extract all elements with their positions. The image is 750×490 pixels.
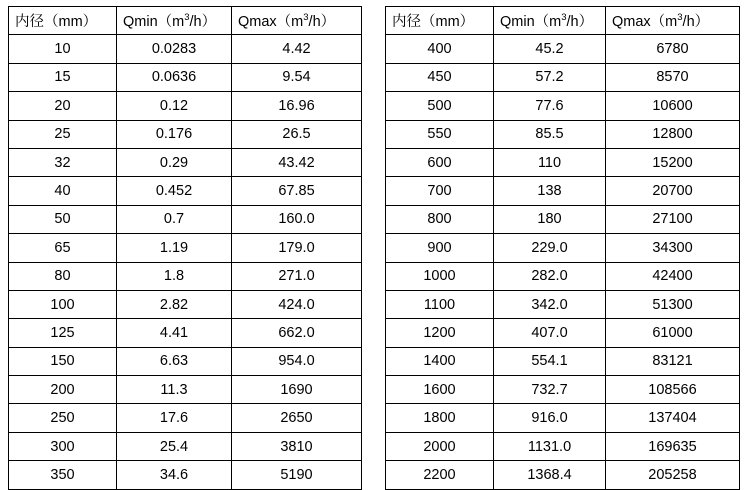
cell-qmax: 9.54 — [232, 63, 362, 91]
table-header-right — [386, 7, 740, 35]
column-header-qmin: $Qmin(m^3/h)$ — [494, 7, 606, 35]
cell-qmax: 43.42 — [232, 148, 362, 176]
table-row — [9, 347, 362, 375]
cell-qmax: 205258 — [606, 461, 740, 489]
cell-inner-diameter: 10 — [9, 35, 117, 63]
cell-qmax: 137404 — [606, 404, 740, 432]
cell-qmin: 17.6 — [117, 404, 232, 432]
cell-qmin: 138 — [494, 177, 606, 205]
table-row — [386, 376, 740, 404]
cell-inner-diameter: 600 — [386, 148, 494, 176]
cell-qmax: 27100 — [606, 205, 740, 233]
cell-inner-diameter: 1000 — [386, 262, 494, 290]
table-row — [9, 92, 362, 120]
cell-qmax: 169635 — [606, 432, 740, 460]
table-row — [386, 205, 740, 233]
cell-qmax: 20700 — [606, 177, 740, 205]
table-row — [386, 347, 740, 375]
cell-qmin: 1368.4 — [494, 461, 606, 489]
table-row — [386, 432, 740, 460]
table-row — [9, 120, 362, 148]
cell-qmin: 0.0636 — [117, 63, 232, 91]
table-row — [9, 432, 362, 460]
cell-qmin: 25.4 — [117, 432, 232, 460]
table-body-right — [386, 35, 740, 489]
cell-qmin: 57.2 — [494, 63, 606, 91]
table-row — [9, 205, 362, 233]
cell-qmax: 6780 — [606, 35, 740, 63]
cell-qmin: 180 — [494, 205, 606, 233]
cell-qmax: 1690 — [232, 376, 362, 404]
table-row — [386, 461, 740, 489]
cell-inner-diameter: 250 — [9, 404, 117, 432]
cell-inner-diameter: 50 — [9, 205, 117, 233]
cell-inner-diameter: 150 — [9, 347, 117, 375]
cell-qmax: 160.0 — [232, 205, 362, 233]
cell-qmin: 0.12 — [117, 92, 232, 120]
cell-qmax: 61000 — [606, 319, 740, 347]
cell-qmax: 424.0 — [232, 290, 362, 318]
cell-qmax: 34300 — [606, 234, 740, 262]
cell-qmin: 1.8 — [117, 262, 232, 290]
cell-qmax: 83121 — [606, 347, 740, 375]
cell-qmin: 4.41 — [117, 319, 232, 347]
table-row — [9, 234, 362, 262]
cell-inner-diameter: 550 — [386, 120, 494, 148]
cell-qmin: 0.452 — [117, 177, 232, 205]
cell-inner-diameter: 400 — [386, 35, 494, 63]
cell-qmin: 916.0 — [494, 404, 606, 432]
cell-qmin: 110 — [494, 148, 606, 176]
cell-qmin: 342.0 — [494, 290, 606, 318]
table-row — [386, 92, 740, 120]
table-row — [9, 262, 362, 290]
cell-inner-diameter: 1600 — [386, 376, 494, 404]
cell-inner-diameter: 1400 — [386, 347, 494, 375]
cell-qmin: 0.7 — [117, 205, 232, 233]
cell-inner-diameter: 350 — [9, 461, 117, 489]
column-header-qmax: $Qmax(m^3/h)$ — [232, 7, 362, 35]
table-row — [9, 376, 362, 404]
cell-inner-diameter: 900 — [386, 234, 494, 262]
cell-qmin: 2.82 — [117, 290, 232, 318]
table-row — [386, 262, 740, 290]
cell-qmin: 45.2 — [494, 35, 606, 63]
cell-inner-diameter: 1200 — [386, 319, 494, 347]
table-row — [386, 290, 740, 318]
pipe-flow-table-left — [8, 6, 362, 490]
cell-qmax: 954.0 — [232, 347, 362, 375]
table-row — [386, 63, 740, 91]
table-row — [9, 148, 362, 176]
table-row — [386, 234, 740, 262]
cell-qmax: 108566 — [606, 376, 740, 404]
tables-container — [0, 6, 750, 490]
cell-inner-diameter: 15 — [9, 63, 117, 91]
table-row — [386, 148, 740, 176]
table-row — [386, 35, 740, 63]
cell-qmax: 51300 — [606, 290, 740, 318]
cell-qmax: 67.85 — [232, 177, 362, 205]
cell-qmin: 11.3 — [117, 376, 232, 404]
cell-qmax: 15200 — [606, 148, 740, 176]
cell-qmin: 0.29 — [117, 148, 232, 176]
column-header-inner-diameter: 内径（mm） — [386, 7, 494, 35]
cell-inner-diameter: 2000 — [386, 432, 494, 460]
cell-qmin: 1131.0 — [494, 432, 606, 460]
cell-qmax: 12800 — [606, 120, 740, 148]
table-row — [9, 290, 362, 318]
pipe-flow-table-right — [385, 6, 740, 490]
column-header-inner-diameter: 内径（mm） — [9, 7, 117, 35]
column-header-qmin: $Qmin(m^3/h)$ — [117, 7, 232, 35]
cell-inner-diameter: 40 — [9, 177, 117, 205]
table-row — [386, 177, 740, 205]
cell-inner-diameter: 200 — [9, 376, 117, 404]
table-header-row — [386, 7, 740, 35]
cell-qmax: 2650 — [232, 404, 362, 432]
cell-inner-diameter: 65 — [9, 234, 117, 262]
cell-qmin: 77.6 — [494, 92, 606, 120]
table-row — [9, 319, 362, 347]
cell-qmax: 4.42 — [232, 35, 362, 63]
table-row — [386, 319, 740, 347]
cell-qmax: 5190 — [232, 461, 362, 489]
cell-qmax: 662.0 — [232, 319, 362, 347]
cell-qmin: 0.176 — [117, 120, 232, 148]
cell-qmin: 229.0 — [494, 234, 606, 262]
cell-inner-diameter: 800 — [386, 205, 494, 233]
table-row — [386, 404, 740, 432]
cell-qmax: 179.0 — [232, 234, 362, 262]
cell-qmin: 6.63 — [117, 347, 232, 375]
cell-qmax: 42400 — [606, 262, 740, 290]
cell-inner-diameter: 125 — [9, 319, 117, 347]
table-body-left — [9, 35, 362, 489]
cell-inner-diameter: 500 — [386, 92, 494, 120]
table-row — [9, 35, 362, 63]
cell-qmin: 554.1 — [494, 347, 606, 375]
cell-qmax: 3810 — [232, 432, 362, 460]
table-header-left — [9, 7, 362, 35]
table-row — [386, 120, 740, 148]
table-row — [9, 461, 362, 489]
cell-inner-diameter: 2200 — [386, 461, 494, 489]
cell-qmin: 0.0283 — [117, 35, 232, 63]
cell-inner-diameter: 1100 — [386, 290, 494, 318]
cell-qmax: 8570 — [606, 63, 740, 91]
cell-qmax: 26.5 — [232, 120, 362, 148]
cell-qmax: 10600 — [606, 92, 740, 120]
cell-qmax: 271.0 — [232, 262, 362, 290]
table-row — [9, 404, 362, 432]
cell-inner-diameter: 25 — [9, 120, 117, 148]
cell-qmin: 732.7 — [494, 376, 606, 404]
cell-inner-diameter: 300 — [9, 432, 117, 460]
cell-inner-diameter: 20 — [9, 92, 117, 120]
cell-inner-diameter: 100 — [9, 290, 117, 318]
cell-inner-diameter: 1800 — [386, 404, 494, 432]
cell-inner-diameter: 450 — [386, 63, 494, 91]
cell-qmin: 1.19 — [117, 234, 232, 262]
table-header-row — [9, 7, 362, 35]
cell-inner-diameter: 700 — [386, 177, 494, 205]
cell-qmin: 34.6 — [117, 461, 232, 489]
table-row — [9, 63, 362, 91]
cell-inner-diameter: 32 — [9, 148, 117, 176]
cell-inner-diameter: 80 — [9, 262, 117, 290]
cell-qmin: 407.0 — [494, 319, 606, 347]
table-row — [9, 177, 362, 205]
cell-qmin: 85.5 — [494, 120, 606, 148]
cell-qmax: 16.96 — [232, 92, 362, 120]
cell-qmin: 282.0 — [494, 262, 606, 290]
column-header-qmax: $Qmax(m^3/h)$ — [606, 7, 740, 35]
